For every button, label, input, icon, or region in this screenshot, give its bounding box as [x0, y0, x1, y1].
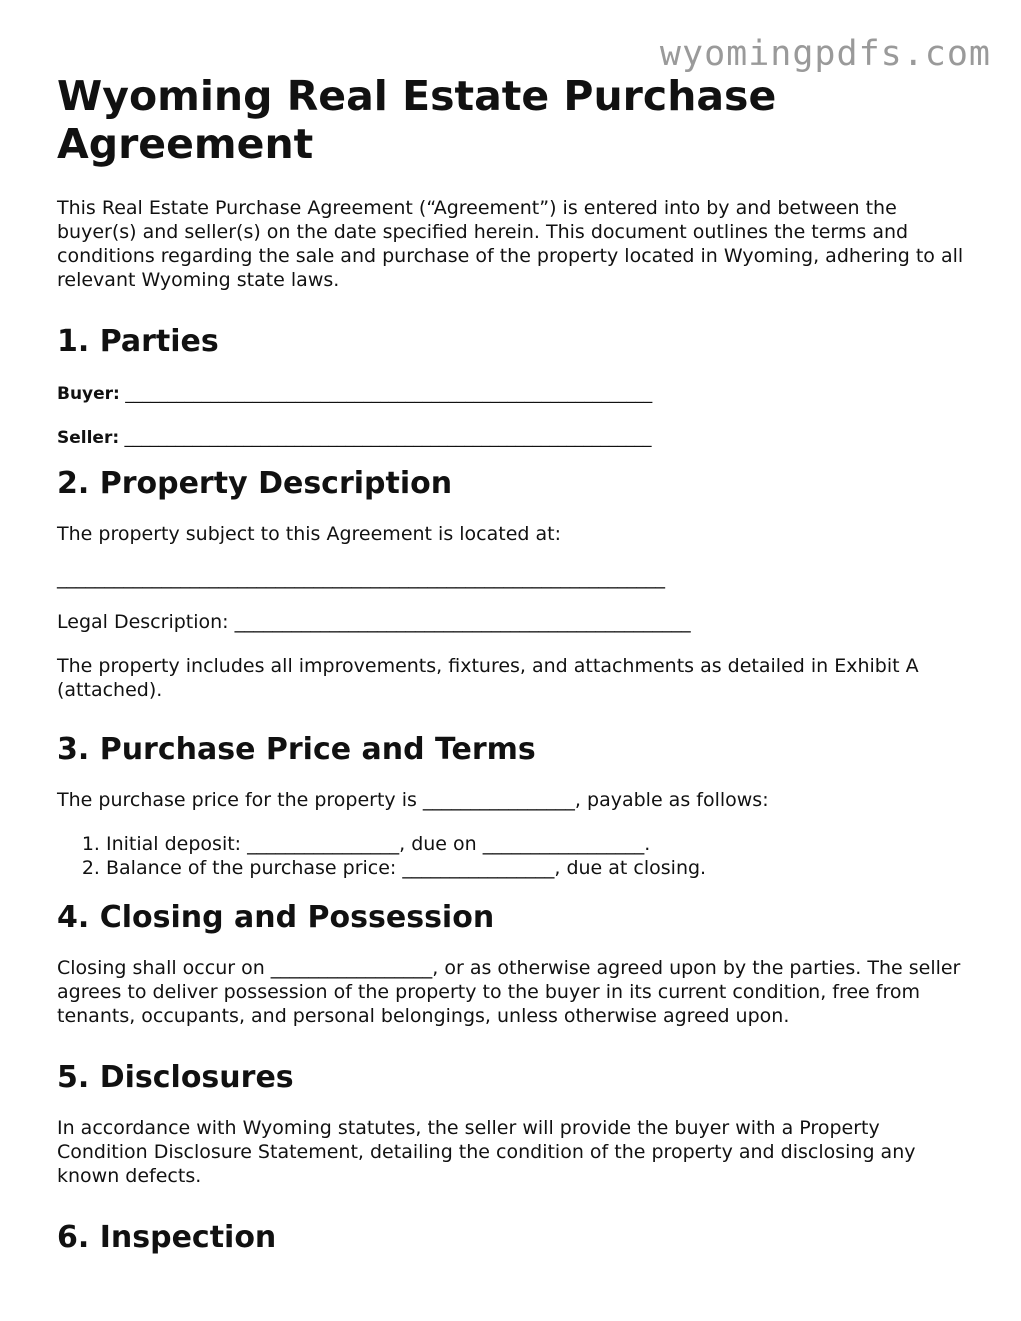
legal-description-line: Legal Description: ________________________________________________ — [57, 611, 691, 633]
list-item: 2. Balance of the purchase price: ________________, due at closing. — [106, 856, 972, 880]
section-heading-disclosures: 5. Disclosures — [57, 1060, 294, 1095]
payment-terms-list — [57, 832, 972, 880]
list-item: 1. Initial deposit: ________________, due on _________________. — [106, 832, 972, 856]
buyer-label: Buyer: — [57, 384, 120, 404]
seller-line — [57, 426, 972, 450]
section-closing — [57, 900, 972, 1028]
section-parties — [57, 324, 972, 450]
disclosures-text: In accordance with Wyoming statutes, the seller will provide the buyer with a Property Condition Disclosure Statement, detailing the condition of the property and disclosing any known defects. — [57, 1117, 916, 1187]
section-disclosures — [57, 1060, 972, 1188]
section-heading-parties: 1. Parties — [57, 324, 219, 359]
section-property — [57, 466, 972, 702]
section-heading-closing: 4. Closing and Possession — [57, 900, 495, 935]
property-address-blank: ________________________________________________________________ — [57, 567, 665, 589]
closing-text: Closing shall occur on _________________, or as otherwise agreed upon by the parties. The seller agrees to deliver possession of the property to the buyer in its current condition, free from tenants, occupants, and personal belongings, unless otherwise agreed upon. — [57, 957, 961, 1027]
seller-label: Seller: — [57, 428, 120, 448]
buyer-line — [57, 382, 972, 406]
section-inspection — [57, 1220, 972, 1256]
section-heading-inspection: 6. Inspection — [57, 1220, 277, 1255]
document-title: Wyoming Real Estate Purchase Agreement — [57, 72, 777, 168]
document-page — [57, 72, 972, 1256]
property-location-text: The property subject to this Agreement is located at: — [57, 523, 561, 545]
buyer-blank: ______________________________________________________________ — [119, 384, 653, 404]
section-heading-price: 3. Purchase Price and Terms — [57, 732, 536, 767]
intro-paragraph: This Real Estate Purchase Agreement (“Agreement”) is entered into by and between the buyer(s) and seller(s) on the date specified herein. This document outlines the terms and conditions regarding the sale and purchase of the property located in Wyoming, adhering to all relevant Wyoming state laws. — [57, 197, 964, 291]
purchase-price-text: The purchase price for the property is ________________, payable as follows: — [57, 789, 769, 811]
section-heading-property: 2. Property Description — [57, 466, 453, 501]
seller-blank: ______________________________________________________________ — [119, 428, 652, 448]
section-price — [57, 732, 972, 880]
watermark: wyomingpdfs.com — [659, 34, 991, 74]
improvements-text: The property includes all improvements, fixtures, and attachments as detailed in Exhibit A (attached). — [57, 655, 919, 701]
